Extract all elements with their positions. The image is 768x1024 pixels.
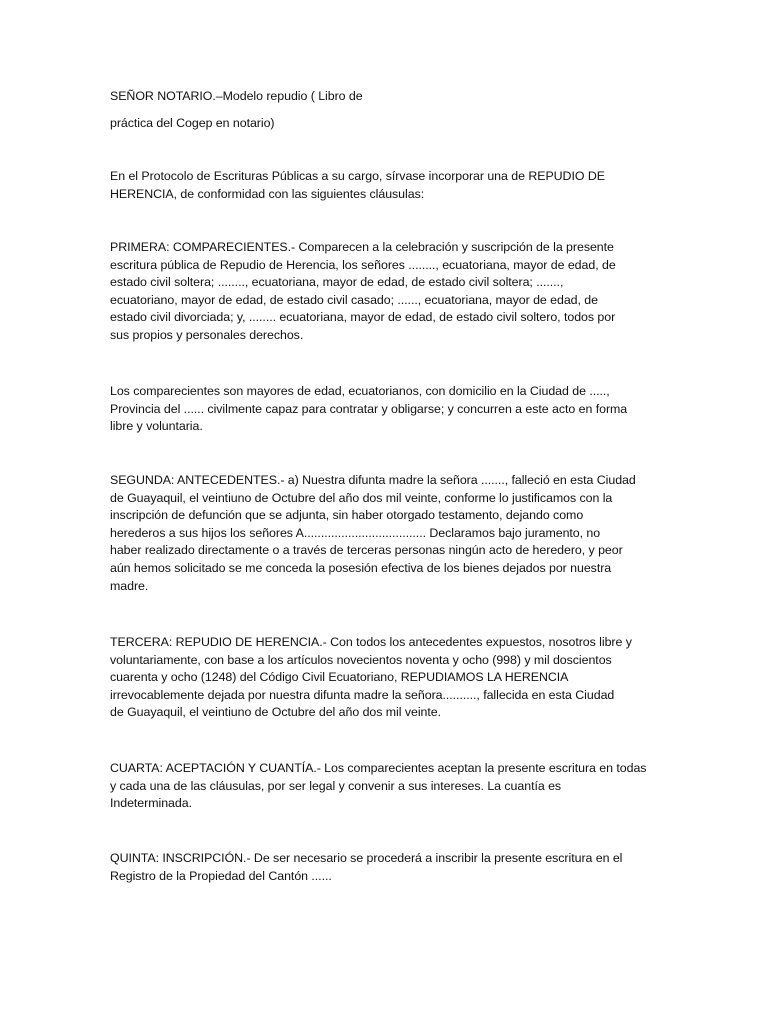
text-line: madre.: [110, 578, 149, 593]
text-line: HERENCIA, de conformidad con las siguientes cláusulas:: [110, 186, 425, 201]
text-line: y cada una de las cláusulas, por ser legal y convenir a sus intereses. La cuantía es: [110, 778, 562, 793]
clause-tercera: [110, 634, 658, 722]
title-line-1: [110, 88, 658, 106]
text-line: QUINTA: INSCRIPCIÓN.- De ser necesario se procederá a inscribir la presente escritura en el: [110, 851, 623, 865]
text-line: práctica del Cogep en notario): [110, 116, 275, 130]
text-line: escritura pública de Repudio de Herencia, los señores ........, ecuatoriana, mayor de edad, de: [110, 257, 616, 272]
clause-quinta: [110, 850, 658, 885]
text-line: de Guayaquil, el veintiuno de Octubre del año dos mil veinte.: [110, 705, 442, 720]
text-line: SEGUNDA: ANTECEDENTES.- a) Nuestra difunta madre la señora ......., falleció en esta Ciudad: [110, 473, 636, 487]
text-line: SEÑOR NOTARIO.–Modelo repudio ( Libro de: [110, 89, 363, 103]
text-line: inscripción de defunción que se adjunta, sin haber otorgado testamento, dejando como: [110, 508, 584, 523]
text-line: Provincia del ...... civilmente capaz para contratar y obligarse; y concurren a este acto en forma: [110, 401, 628, 416]
text-line: sus propios y personales derechos.: [110, 327, 304, 342]
text-line: Los comparecientes son mayores de edad, ecuatorianos, con domicilio en la Ciudad de .....,: [110, 384, 610, 398]
text-line: libre y voluntaria.: [110, 419, 203, 434]
text-line: estado civil soltera; ........, ecuatoriana, mayor de edad, de estado civil soltera; .......,: [110, 275, 564, 290]
text-line: ecuatoriano, mayor de edad, de estado civil casado; ......, ecuatoriana, mayor de edad, de: [110, 292, 598, 307]
comparecientes-paragraph: [110, 383, 658, 436]
text-line: PRIMERA: COMPARECIENTES.- Comparecen a la celebración y suscripción de la presente: [110, 240, 614, 254]
text-line: voluntariamente, con base a los artículos novecientos noventa y ocho (998) y mil doscientos: [110, 652, 612, 667]
title-line-2: [110, 115, 658, 133]
text-line: irrevocablemente dejada por nuestra difunta madre la señora.........., fallecida en esta Ciudad: [110, 687, 615, 702]
text-line: de Guayaquil, el veintiuno de Octubre del año dos mil veinte, conforme lo justificamos con la: [110, 490, 613, 505]
text-line: Registro de la Propiedad del Cantón ......: [110, 868, 332, 883]
text-line: En el Protocolo de Escrituras Públicas a su cargo, sírvase incorporar una de REPUDIO DE: [110, 169, 605, 183]
text-line: estado civil divorciada; y, ........ ecuatoriana, mayor de edad, de estado civil soltero, todos por: [110, 310, 616, 325]
clause-cuarta: [110, 760, 658, 813]
intro-paragraph: [110, 168, 658, 203]
text-line: aún hemos solicitado se me conceda la posesión efectiva de los bienes dejados por nuestra: [110, 560, 612, 575]
text-line: herederos a sus hijos los señores A.................................... Declaramos bajo juramento, no: [110, 525, 601, 540]
clause-segunda: [110, 472, 658, 595]
text-line: TERCERA: REPUDIO DE HERENCIA.- Con todos los antecedentes expuestos, nosotros libre y: [110, 635, 632, 649]
text-line: haber realizado directamente o a través de terceras personas ningún acto de heredero, y peor: [110, 543, 623, 558]
text-line: cuarenta y ocho (1248) del Código Civil Ecuatoriano, REPUDIAMOS LA HERENCIA: [110, 670, 569, 685]
clause-primera: [110, 239, 658, 345]
text-line: CUARTA: ACEPTACIÓN Y CUANTÍA.- Los comparecientes aceptan la presente escritura en todas: [110, 761, 647, 775]
text-line: Indeterminada.: [110, 796, 192, 811]
